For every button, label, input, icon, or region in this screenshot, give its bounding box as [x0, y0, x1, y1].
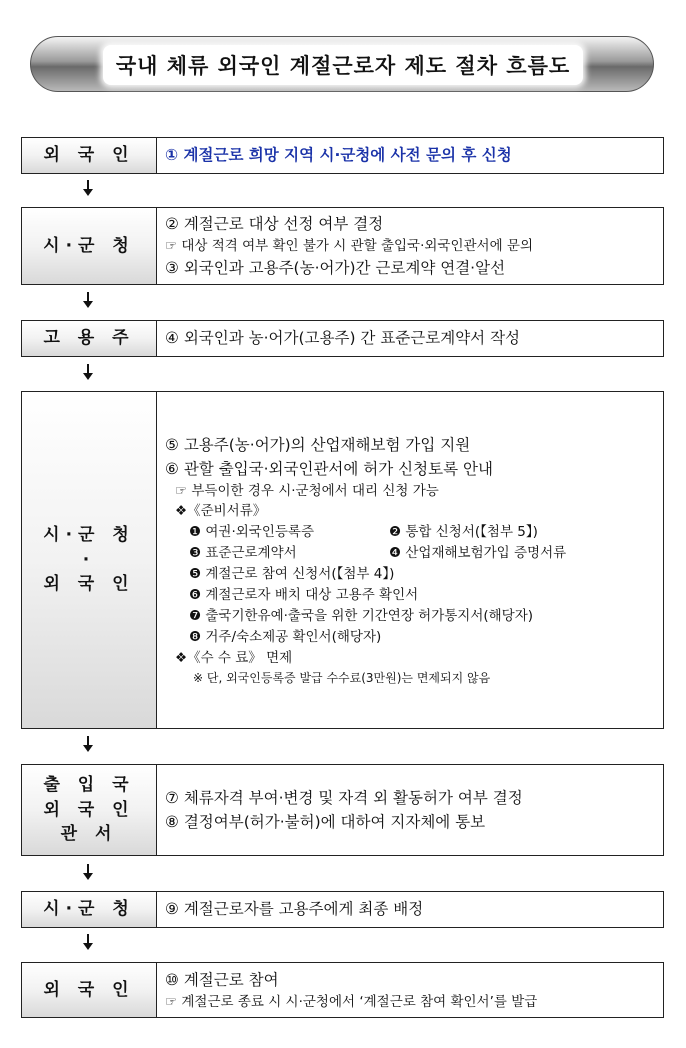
- actor-label-line: 시·군 청: [43, 899, 135, 920]
- fee-note: ※ 단, 외국인등록증 발급 수수료(3만원)는 면제되지 않음: [193, 670, 491, 685]
- step-text-line: ③ 외국인과 고용주(농·어가)간 근로계약 연결·알선: [165, 259, 506, 278]
- step-text-line: ④ 외국인과 농·어가(고용주) 간 표준근로계약서 작성: [165, 329, 521, 348]
- document-item: ❸ 표준근로계약서: [189, 545, 297, 562]
- step-text-line: ⑨ 계절근로자를 고용주에게 최종 배정: [165, 900, 424, 919]
- step-text-line: ⑤ 고용주(농·어가)의 산업재해보험 가입 지원: [165, 435, 471, 454]
- actor-label-line: 외 국 인: [43, 979, 135, 1000]
- step-content: [157, 208, 663, 284]
- actor-label-line: 고 용 주: [43, 328, 135, 349]
- document-item: ❽ 거주/숙소제공 확인서(해당자): [189, 629, 382, 646]
- step-actor-label: [22, 963, 157, 1017]
- step-text-line: ☞ 계절근로 종료 시 시·군청에서 ‘계절근로 참여 확인서’를 발급: [165, 993, 538, 1010]
- actor-label-line: 시·군 청: [43, 525, 135, 546]
- step-row: [21, 207, 664, 285]
- step-content: [157, 138, 663, 173]
- down-arrow-icon: [83, 737, 93, 753]
- document-list-row: [165, 522, 663, 543]
- document-list-row: [165, 564, 663, 585]
- page-title: 국내 체류 외국인 계절근로자 제도 절차 흐름도: [103, 45, 583, 85]
- step-actor-label: [22, 892, 157, 927]
- step-actor-label: [22, 392, 157, 728]
- down-arrow-icon: [83, 935, 93, 951]
- step-text-line: ⑦ 체류자격 부여·변경 및 자격 외 활동허가 여부 결정: [165, 788, 523, 807]
- step-text-line: ❖《준비서류》: [175, 503, 267, 520]
- step-row: [21, 891, 664, 928]
- step-content: [157, 765, 663, 855]
- step-content: [157, 963, 663, 1017]
- document-list-row: [165, 627, 663, 648]
- document-item: ❶ 여권·외국인등록증: [189, 524, 315, 541]
- step-row: [21, 391, 664, 729]
- step-text-line: ② 계절근로 대상 선정 여부 결정: [165, 214, 384, 233]
- step-actor-label: [22, 765, 157, 855]
- step-actor-label: [22, 321, 157, 356]
- step-row: [21, 137, 664, 174]
- actor-label-line: 시·군 청: [43, 235, 135, 256]
- title-banner: [30, 36, 654, 92]
- step-content: [157, 392, 663, 728]
- actor-label-line: 출 입 국: [43, 775, 135, 796]
- actor-label-line: 외 국 인: [43, 799, 135, 820]
- actor-label-line: 외 국 인: [43, 574, 135, 595]
- step-text-line: ⑧ 결정여부(허가·불허)에 대하여 지자체에 통보: [165, 813, 486, 831]
- document-item: ❹ 산업재해보험가입 증명서류: [389, 545, 567, 562]
- step-text-line: ① 계절근로 희망 지역 시·군청에 사전 문의 후 신청: [165, 146, 512, 165]
- step-content: [157, 892, 663, 927]
- document-item: ❺ 계절근로 참여 신청서(【첨부 4】): [189, 566, 395, 583]
- step-text-line: ☞ 부득이한 경우 시·군청에서 대리 신청 가능: [175, 482, 439, 499]
- document-item: ❷ 통합 신청서(【첨부 5】): [389, 524, 538, 541]
- down-arrow-icon: [83, 293, 93, 309]
- down-arrow-icon: [83, 181, 93, 197]
- document-list-row: [165, 585, 663, 606]
- step-text-line: ⑩ 계절근로 참여: [165, 970, 279, 989]
- step-row: [21, 764, 664, 856]
- document-list-row: [165, 606, 663, 627]
- down-arrow-icon: [83, 365, 93, 381]
- down-arrow-icon: [83, 865, 93, 881]
- step-row: [21, 320, 664, 357]
- step-actor-label: [22, 138, 157, 173]
- actor-label-line: ·: [82, 549, 96, 570]
- step-content: [157, 321, 663, 356]
- actor-label-line: 관 서: [60, 824, 118, 845]
- document-item: ❻ 계절근로자 배치 대상 고용주 확인서: [189, 587, 419, 604]
- actor-label-line: 외 국 인: [43, 145, 135, 166]
- step-actor-label: [22, 208, 157, 284]
- document-item: ❼ 출국기한유예·출국을 위한 기간연장 허가통지서(해당자): [189, 608, 534, 625]
- step-text-line: ☞ 대상 적격 여부 확인 불가 시 관할 출입국·외국인관서에 문의: [165, 237, 533, 254]
- step-text-line: ⑥ 관할 출입국·외국인관서에 허가 신청토록 안내: [165, 459, 493, 478]
- fee-heading: ❖《수 수 료》 면제: [175, 649, 293, 666]
- step-row: [21, 962, 664, 1018]
- document-list-row: [165, 543, 663, 564]
